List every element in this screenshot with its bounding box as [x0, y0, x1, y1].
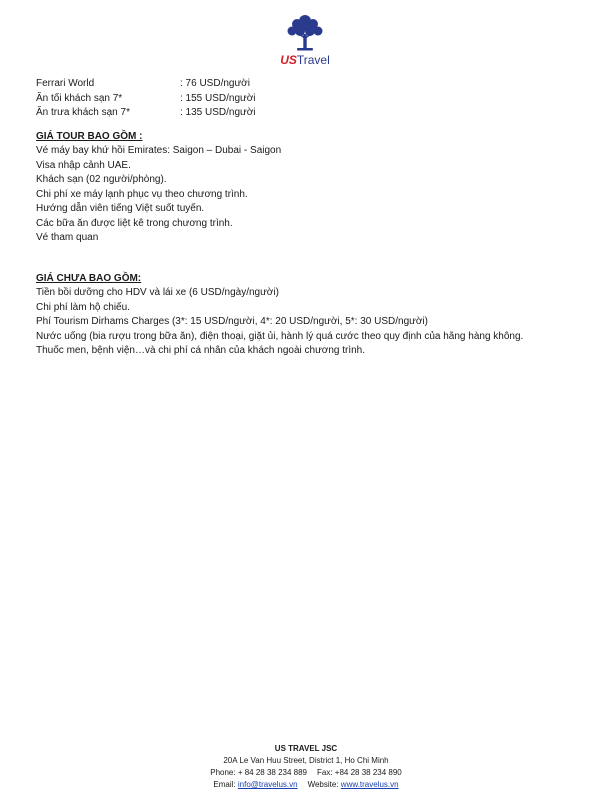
included-item: Các bữa ăn được liệt kê trong chương trình.	[36, 217, 233, 229]
footer-phone: Phone: + 84 28 38 234 889	[210, 768, 308, 777]
excluded-item: Tiền bồi dưỡng cho HDV và lái xe (6 USD/ngày/người)	[36, 287, 279, 298]
excluded-item: Phí Tourism Dirhams Charges (3*: 15 USD/người, 4*: 20 USD/người, 5*: 30 USD/người)	[36, 316, 428, 327]
price-name: Ăn tối khách sạn 7*	[36, 92, 123, 104]
price-name: Ferrari World	[36, 78, 95, 89]
included-item: Khách sạn (02 người/phòng).	[36, 174, 167, 185]
included-item: Vé tham quan	[36, 232, 99, 243]
footer-email-label: Email:	[213, 780, 236, 789]
price-row	[36, 92, 581, 107]
logo-wordmark	[272, 53, 338, 67]
logo-us-text: US	[280, 53, 297, 67]
excluded-item: Thuốc men, bệnh viện…và chi phí cá nhân của khách ngoài chương trình.	[36, 345, 366, 356]
price-row	[36, 77, 581, 92]
tree-logo-icon	[286, 12, 324, 52]
excluded-item: Nước uống (bia rượu trong bữa ăn), điện thoại, giặt ủi, hành lý quá cước theo quy định của hãng hàng không.	[36, 330, 524, 342]
logo-travel-text: Travel	[296, 53, 330, 67]
document-body	[36, 77, 581, 359]
footer-company: US TRAVEL JSC	[274, 744, 338, 753]
excluded-section	[36, 272, 581, 359]
price-value: : 155 USD/người	[180, 92, 256, 104]
included-item: Visa nhập cảnh UAE.	[36, 159, 131, 171]
us-travel-logo	[272, 12, 338, 72]
included-heading: GIÁ TOUR BAO GỒM :	[36, 130, 143, 142]
included-item: Vé máy bay khứ hồi Emirates: Saigon – Dubai - Saigon	[36, 145, 282, 156]
price-name: Ăn trưa khách sạn 7*	[36, 107, 130, 118]
price-list	[36, 77, 581, 121]
footer-web-line	[0, 779, 612, 791]
footer-website-link[interactable]: www.travelus.vn	[340, 780, 399, 789]
page-footer	[0, 743, 612, 791]
price-value: : 135 USD/người	[180, 107, 256, 118]
footer-email-link[interactable]: info@travelus.vn	[237, 780, 298, 789]
price-row	[36, 106, 581, 121]
included-section	[36, 130, 581, 246]
footer-website-label: Website:	[307, 780, 339, 789]
price-value: : 76 USD/người	[180, 78, 250, 89]
included-item: Hướng dẫn viên tiếng Việt suốt tuyến.	[36, 203, 205, 214]
footer-fax: Fax: +84 28 38 234 890	[317, 768, 402, 777]
excluded-heading: GIÁ CHƯA BAO GỒM:	[36, 272, 142, 284]
footer-address: 20A Le Van Huu Street, District 1, Ho Chi Minh	[223, 756, 389, 765]
excluded-item: Chi phí làm hộ chiếu.	[36, 301, 130, 313]
footer-contact-line	[0, 767, 612, 779]
included-item: Chi phí xe máy lạnh phục vụ theo chương trình.	[36, 188, 248, 200]
